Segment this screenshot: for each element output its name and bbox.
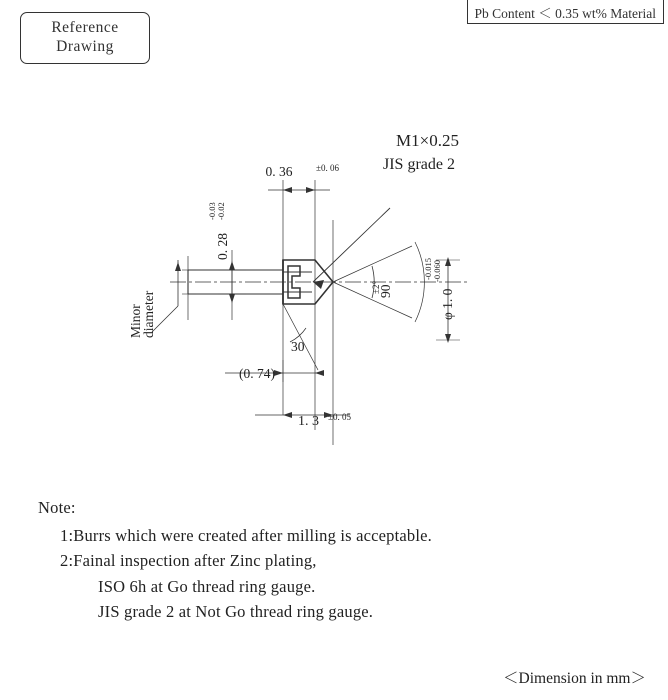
label-angle-30: 30 <box>291 339 305 354</box>
note-line-2: 2:Fainal inspection after Zinc plating, <box>60 551 317 571</box>
label-dim-0-28-tol-lower: -0.02 <box>216 202 226 220</box>
dimension-unit-note: ＜Dimension in mm＞ <box>503 670 646 687</box>
label-dim-0-36-tol: ±0. 06 <box>316 163 339 173</box>
reference-drawing-line2: Drawing <box>56 38 114 56</box>
note-line-4: JIS grade 2 at Not Go thread ring gauge. <box>98 602 374 622</box>
label-dim-1-3-tol: ±0. 05 <box>328 412 351 422</box>
technical-drawing <box>0 70 668 490</box>
label-jis-grade: JIS grade 2 <box>383 156 455 173</box>
label-minor-diameter-line1: Minor <box>128 304 143 338</box>
note-line-1: 1:Burrs which were created after milling is acceptable. <box>60 525 433 545</box>
reference-drawing-line1: Reference <box>51 19 119 36</box>
notes-heading: Note: <box>38 498 76 517</box>
label-minor-diameter-line2: diameter <box>141 290 156 338</box>
label-dim-0-28-tol-upper: -0.03 <box>207 202 217 220</box>
label-dia-1-0-tol-lower: -0.060 <box>432 260 442 282</box>
reference-drawing-box <box>20 12 150 64</box>
note-line-3: ISO 6h at Go thread ring gauge. <box>98 576 316 596</box>
label-angle-90-tol: ±2° <box>371 280 381 294</box>
pb-content-note: Pb Content ＜ 0.35 wt% Material <box>467 0 664 24</box>
label-dia-1-0: φ 1. 0 <box>440 288 455 320</box>
label-dim-0-28: 0. 28 <box>215 233 230 260</box>
label-dim-0-74: (0. 74) <box>239 366 275 381</box>
notes-block <box>38 495 432 625</box>
label-dim-1-3: 1. 3 <box>298 414 319 429</box>
label-dia-1-0-tol-upper: -0.015 <box>423 258 433 280</box>
label-angle-90: 90 <box>378 284 393 298</box>
label-thread-spec: M1×0.25 <box>396 131 459 150</box>
label-dim-0-36: 0. 36 <box>265 164 293 179</box>
